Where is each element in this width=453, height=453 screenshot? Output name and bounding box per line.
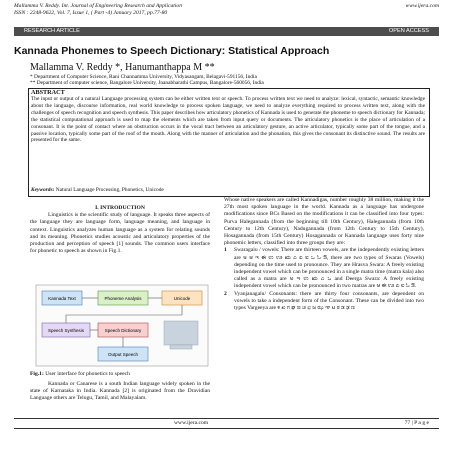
authors: Mallamma V. Reddy *, Hanumanthappa M ** [30, 62, 215, 73]
abstract-text: The input or output of a natural Language processing system can be either written text or speech. To process written text we need to analyze: lexical, syntactic, semantic knowledge about the language, discourse information, real world knowledge to process spoken language, we need to analyze everything required to process written text, along with the challenges of speech recognition and speech synthesis. This paper describes how articulatory phonetics of Kannada is used to generate the phoneme to speech dictionary for Kannada; the statistical computational approach is used to map the elements which are taken from input query or documents. The articulatory phonetics is the place of articulation of a consonant. It is the point of contact where an obstruction occurs in the vocal tract between an articulatory gesture, an active articulator, typically some part of the tongue, and a passive location, typically some part of the roof of the mouth. Along with the manner of articulation and the phonation, this gives the consonant its distinctive sound. The results are presented for the same. [31, 96, 425, 144]
journal-site: www.ijera.com [405, 3, 439, 9]
affiliation-1: * Department of Computer Science, Rani Channamma University, Vidyasangam, Belagavi-591156, India [30, 74, 257, 80]
citation-line2: ISSN : 2248-9622, Vol. 7, Issue 1, ( Part -4) January 2017, pp.77-80 [14, 10, 168, 16]
page-footer [14, 418, 439, 429]
list-item [224, 247, 424, 290]
keywords-label: Keywords: [31, 187, 55, 193]
journal-header [14, 3, 439, 17]
open-access-label: OPEN ACCESS [388, 28, 429, 34]
fig-label-0: Kannada Text [48, 296, 76, 301]
paper-title: Kannada Phonemes to Speech Dictionary: Statistical Approach [14, 45, 330, 57]
list-number-2: 2 [224, 290, 227, 297]
list-item [224, 291, 424, 313]
intro-paragraph-1: Linguistics is the scientific study of language. It speaks three aspects of the language they are language form, language meaning, and language in context. Linguistics analyzes human language as a system for relating sounds and its meaning. Phonetics studies acoustic and articulatory properties of the production and perception of speech [1] sounds. The common users interface for phonetic to speech as shown in Fig.1. [30, 212, 210, 255]
figure-caption-text: User interface for phonetics to speech [45, 371, 130, 377]
right-column [224, 197, 424, 312]
fig-label-5: Output Speech [107, 352, 139, 357]
fig-label-2: Unicode [173, 296, 191, 301]
fig-label-4: Speech Dictionary [104, 328, 142, 333]
keywords-text: Natural Language Processing, Phonetics, Unicode [55, 187, 164, 193]
figure-caption-label: Fig.1: [30, 371, 44, 377]
article-type-band [14, 27, 439, 36]
abstract-heading: ABSTRACT [31, 89, 65, 96]
phonetics-ui-figure [34, 283, 210, 368]
consonants-paragraph: Vyanjanagalu/ Consonants: there are thirty four consonants, are dependent on vowels to take a independent form of the Consonant. These can be divided into two types Vargeeya are ಕ ಖ ಗ ಘ ಙ ಚ ಛ ಜ ಝ ಞ ಟ ಠ ಡ ಢ ಣ [234, 290, 424, 312]
keywords [31, 187, 164, 193]
figure-caption [30, 371, 130, 377]
page-number: 77 | P a g e [404, 420, 429, 426]
research-article-label: RESEARCH ARTICLE [24, 28, 80, 34]
intro-heading: I. INTRODUCTION [95, 205, 145, 211]
citation-line1: Mallamma V. Reddy. Int. Journal of Engineering Research and Application [14, 3, 182, 9]
list-number-1: 1 [224, 247, 227, 254]
intro-paragraph-2: Kannada or Canarese is a south Indian language widely spoken in the state of Karnataka in India. Kannada [2] is originated from the Dravidian Language others are Telugu, Tamil, and Malayalam. [30, 381, 210, 402]
left-column [30, 205, 210, 255]
fig-label-3: Speech Synthesis [47, 328, 85, 333]
vowels-paragraph: Swaragalu / vowels: There are thirteen vowels, are the independently existing letters are ಅ ಆ ಇ ಈ ಉ ಊ ಋ ಎ ಏ ಐ ಒ ಓ ಔ, there are two types of Swaras (Vowels) depending on the time used to pronounce. They are Hrasva Swara: A freely existing independent vowel which can be pronounced in a single matra time (matra kala) also called as a matra are ಅ ಇ ಉ ಋ ಎ ಒ and Deerga Swara: A freely existing independent vowel which can be pronounced in two matras are ಆ ಈ ಊ ಏ ಐ ಓ ಔ. [234, 247, 424, 290]
footer-site: www.ijera.com [174, 420, 209, 426]
affiliations [30, 74, 264, 87]
fig-label-1: Phoneme Analysis [104, 296, 142, 301]
affiliation-2: ** Department of computer science, Bangalore University, Jnanabharathi Campus, Bangalore-560056, India [30, 80, 264, 87]
right-paragraph-1: Whose native speakers are called Kannadigas, number roughly 38 million, making it the 27th most spoken language in the world. Kannada as a language has undergone modifications since BCs Based on the modifications it can be classified into four types: Purva Halegannada (from the beginning till 10th Century), Halegannada (from 10th Century to 12th Century), Nadugannada (from 12th Century to 15th Century), Hosagannada (from 15th Century) Hosagannada or Kannada language uses forty nine phonemic letters, classified into three groups they are: [224, 197, 424, 247]
